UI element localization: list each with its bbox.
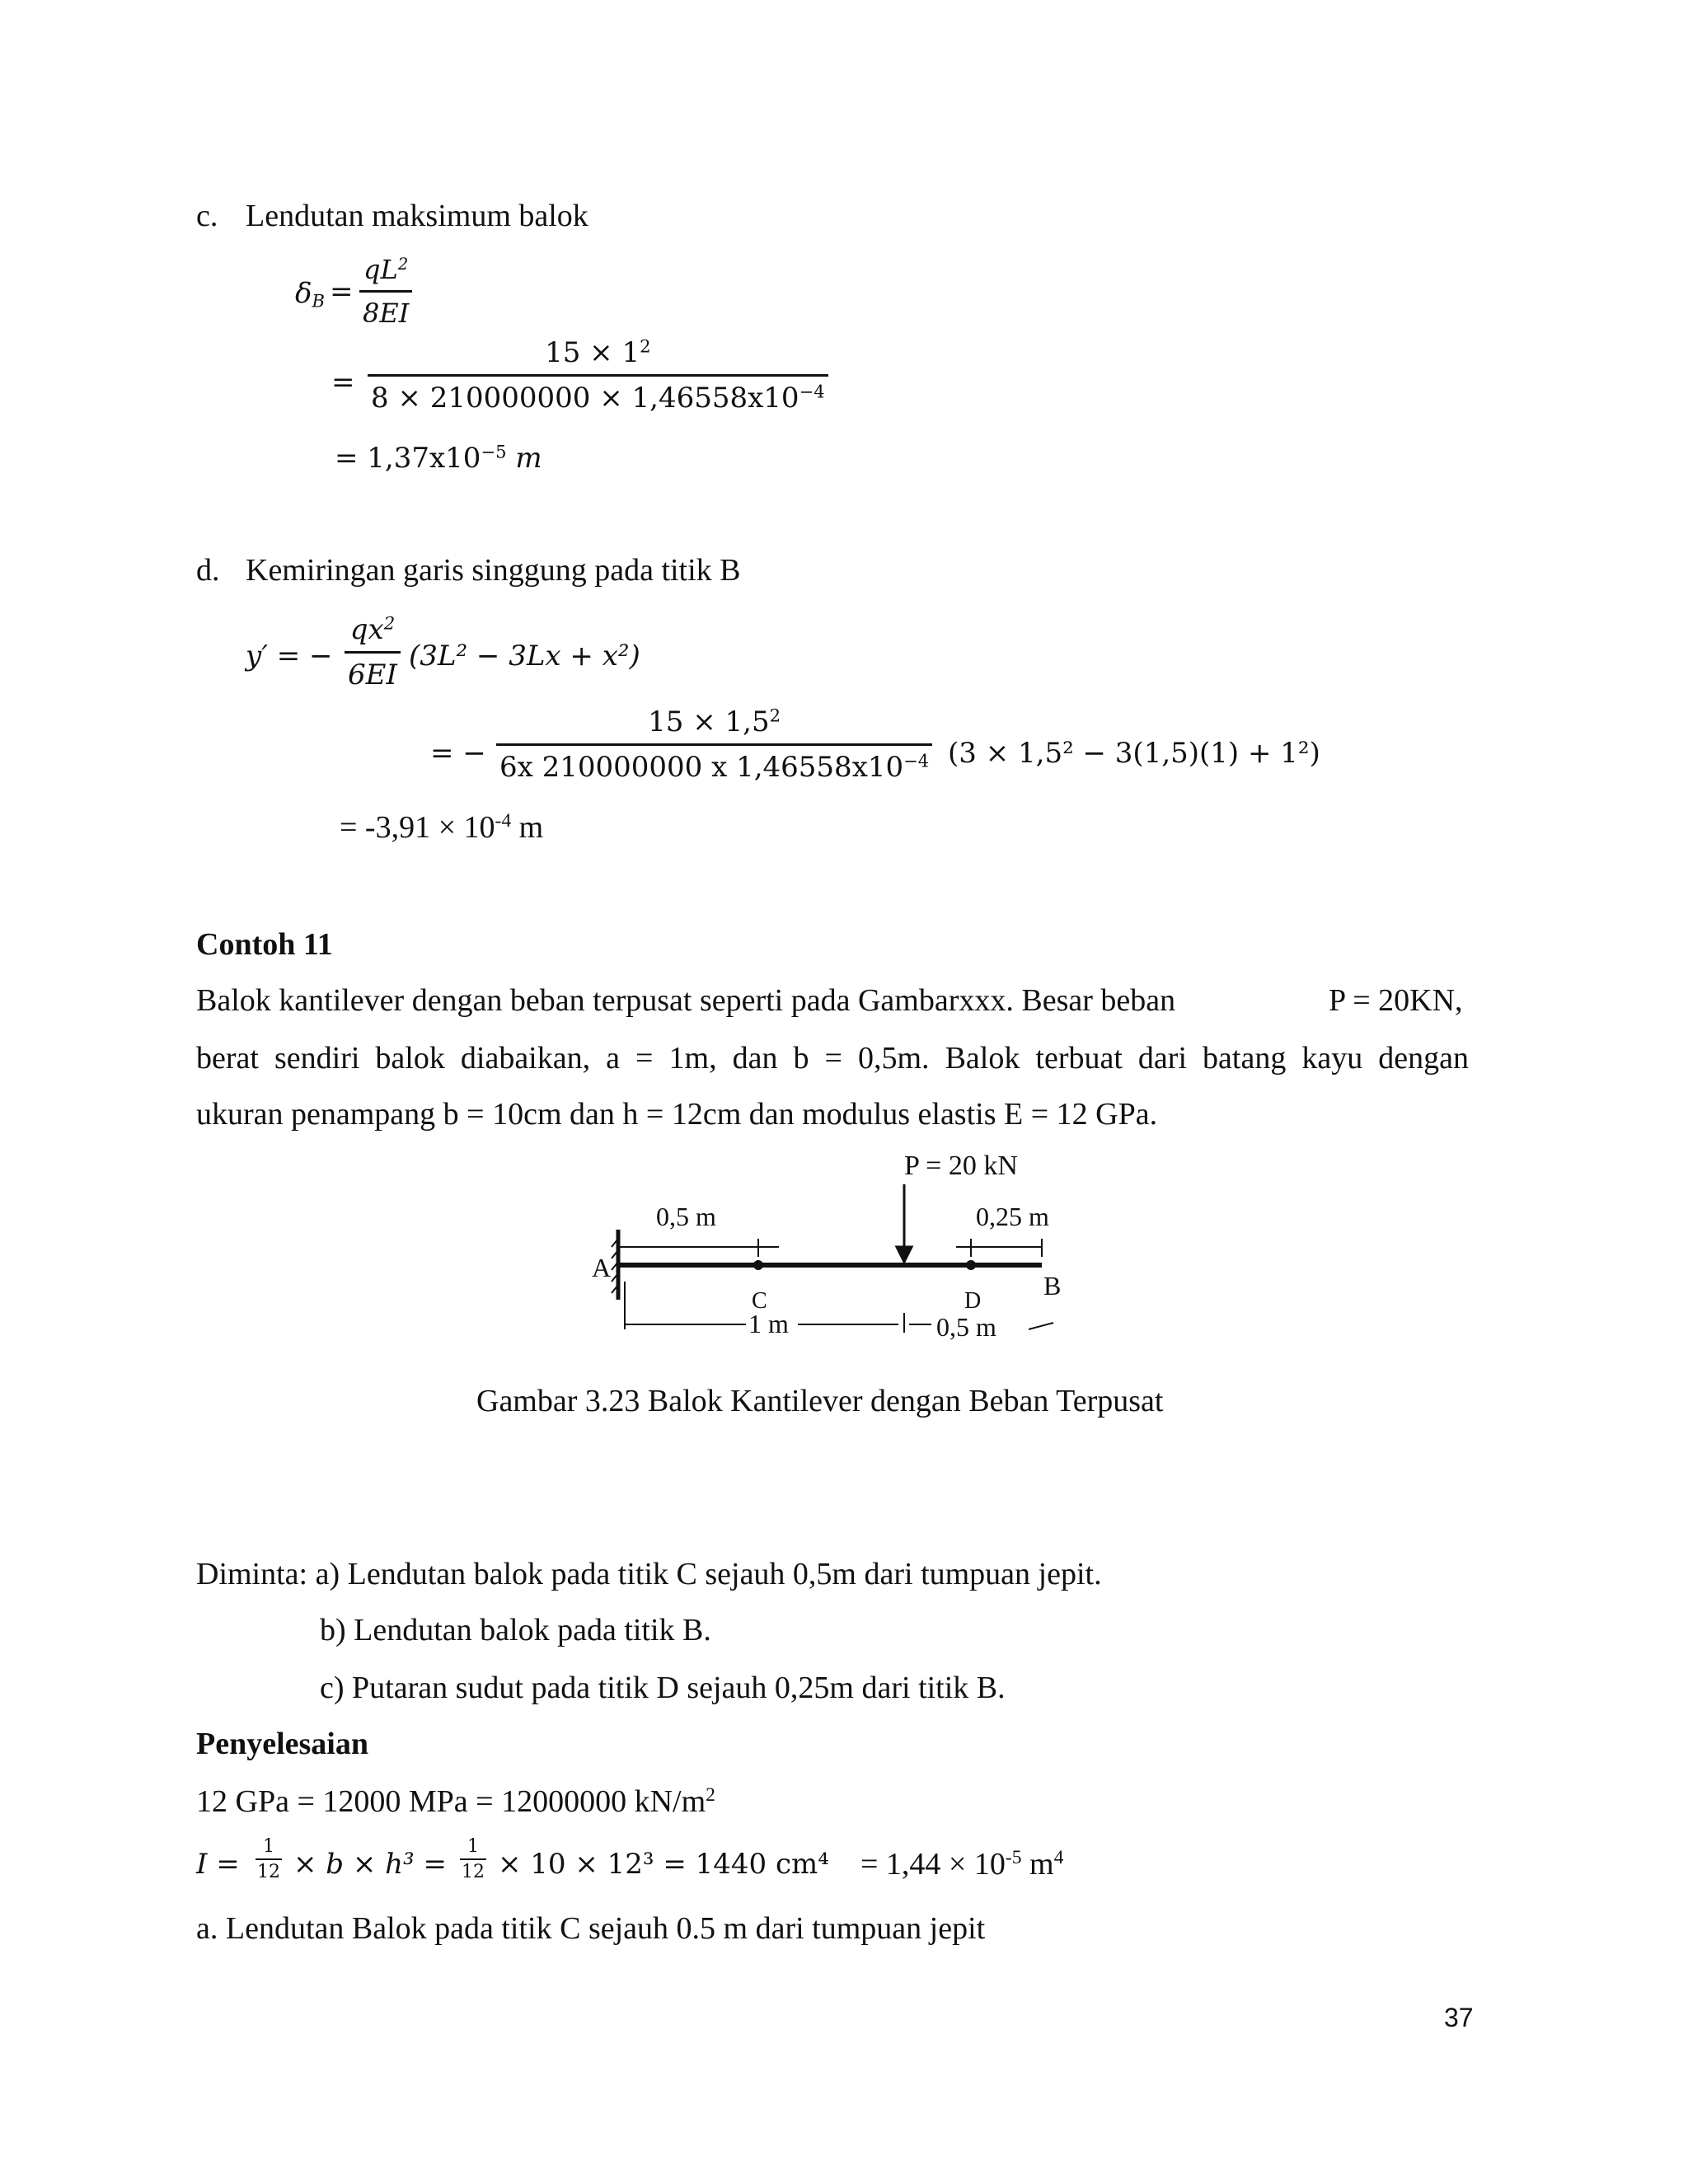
inertia-formula: × b × h³ = — [293, 1848, 447, 1881]
inertia-result: = $1,44 \times 10^{-5}$ $m^4$ — [860, 1847, 1064, 1882]
point-c-marker — [753, 1260, 763, 1270]
max-deflection-formula — [359, 254, 412, 329]
unit-conversion: 12 GPa = 12000 MPa = 12000000 $kN/m^2$ — [196, 1784, 715, 1819]
point-c-label: C — [752, 1288, 767, 1314]
fraction-numerator: $qL^2$ — [363, 254, 409, 285]
equals-sign: = — [331, 366, 355, 399]
inertia-lhs: I = — [196, 1848, 240, 1881]
fraction-denominator: 8EI — [359, 290, 412, 329]
fraction-denominator: 6x 210000000 x $1,46558x10^{-4}$ — [496, 743, 932, 784]
requested-item-c: c) Putaran sudut pada titik D sejauh 0,25m dari titik B. — [320, 1671, 1006, 1705]
example-paragraph-line: ukuran penampang b = 10cm dan h = 12cm dan modulus elastis E = 12 GPa. — [196, 1097, 1158, 1132]
dimension-label-05-bottom: 0,5 m — [936, 1312, 996, 1342]
requested-item-a: Diminta: a) Lendutan balok pada titik C sejauh 0,5m dari tumpuan jepit. — [196, 1557, 1102, 1591]
point-a-label: A — [592, 1253, 612, 1282]
point-b-label: B — [1043, 1271, 1062, 1301]
slope-substitution-bracket: (3 × 1,5² − 3(1,5)(1) + 1²) — [948, 737, 1320, 770]
delta-b-symbol: $\delta_B$ — [295, 277, 325, 312]
slope-formula-bracket: (3L² − 3Lx + x²) — [409, 640, 640, 673]
cantilever-beam-figure — [577, 1150, 1088, 1347]
fraction-denominator: 6EI — [345, 651, 401, 691]
fixed-support — [612, 1230, 618, 1300]
section-c-title: Lendutan maksimum balok — [246, 199, 588, 233]
point-d-marker — [966, 1260, 976, 1270]
top-dimension-lines — [618, 1239, 1042, 1257]
solution-heading: Penyelesaian — [196, 1727, 368, 1761]
load-label: P = 20 kN — [904, 1151, 1018, 1181]
slope-formula-fraction — [345, 613, 401, 691]
slope-equals: = − — [430, 737, 486, 770]
example-paragraph-line: berat sendiri balok diabaikan, a = 1m, dan b = 0,5m. Balok terbuat dari batang kayu dengan — [196, 1041, 1469, 1076]
fraction-numerator: $qx^2$ — [349, 612, 396, 646]
inertia-substitution: × 10 × 12³ = 1440 cm⁴ — [498, 1848, 829, 1881]
figure-caption: Gambar 3.23 Balok Kantilever dengan Beban Terpusat — [476, 1384, 1164, 1418]
page-number: 37 — [1444, 2003, 1474, 2032]
section-d-title: Kemiringan garis singgung pada titik B — [246, 553, 741, 588]
max-deflection-substitution — [368, 336, 828, 415]
fraction-numerator: $15 \times 1^2$ — [545, 335, 651, 369]
solution-item-a: a. Lendutan Balok pada titik C sejauh 0.5 m dari tumpuan jepit — [196, 1911, 986, 1946]
slope-substitution-fraction — [496, 705, 932, 784]
equals-sign: = — [330, 275, 354, 308]
requested-item-b: b) Lendutan balok pada titik B. — [320, 1613, 711, 1647]
example-paragraph-line: Balok kantilever dengan beban terpusat seperti pada Gambarxxx. Besar beban — [196, 983, 1176, 1018]
slope-result: = $-3,91 \times 10^{-4}$ m — [340, 810, 544, 845]
fraction-numerator: $15 \times 1,5^2$ — [648, 705, 781, 738]
section-c-label: c. — [196, 199, 218, 233]
section-d-label: d. — [196, 553, 220, 588]
example-load-value: P = 20KN, — [1329, 983, 1463, 1018]
example-heading: Contoh 11 — [196, 927, 333, 962]
point-d-label: D — [964, 1288, 982, 1314]
max-deflection-result: = $1,37x10^{-5}$ m — [335, 441, 542, 475]
dimension-label-05: 0,5 m — [656, 1202, 716, 1231]
dimension-label-1m: 1 m — [748, 1309, 789, 1338]
slope-lhs: y′ = − — [246, 640, 333, 673]
one-twelfth-fraction: $\frac{1}{12}$ — [257, 1836, 280, 1882]
dimension-label-025: 0,25 m — [976, 1202, 1049, 1231]
fraction-denominator: $8 \times 210000000 \times 1,46558x10^{-4}$ — [368, 374, 828, 415]
load-arrow — [897, 1184, 912, 1262]
one-twelfth-fraction: $\frac{1}{12}$ — [462, 1836, 485, 1882]
